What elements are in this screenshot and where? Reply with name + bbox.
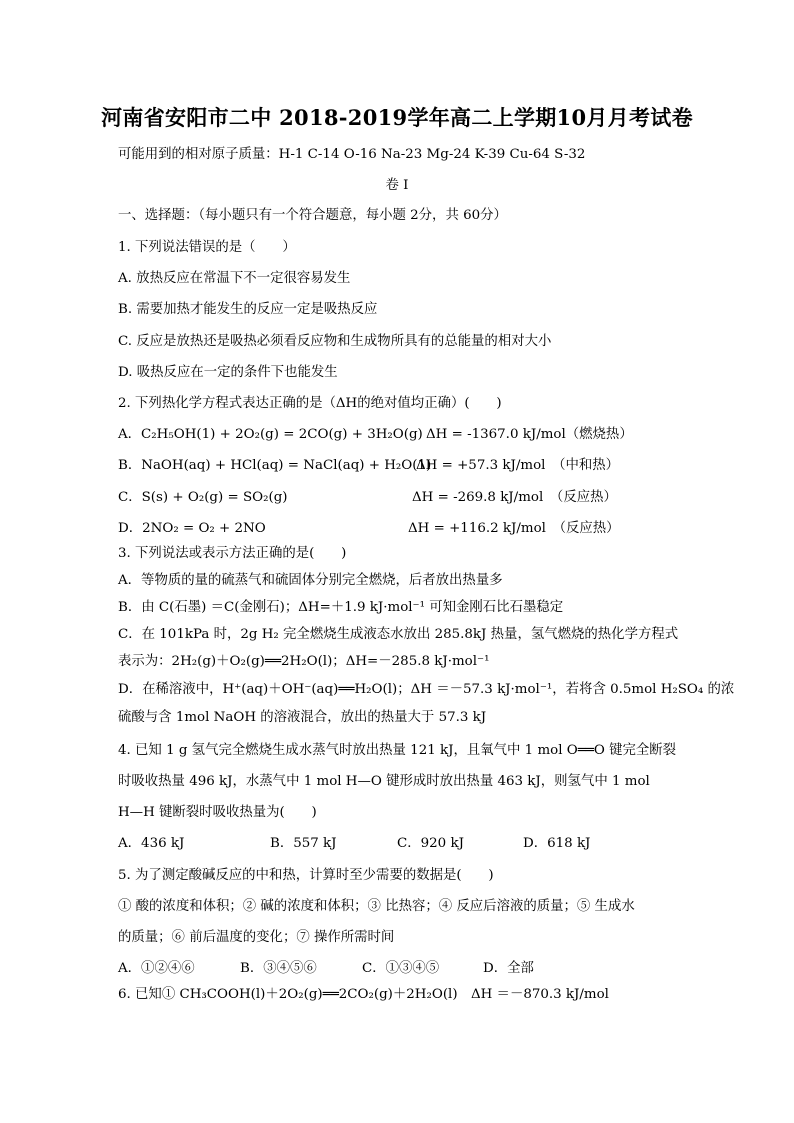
question-4-line-1: 4. 已知 1 g 氢气完全燃烧生成水蒸气时放出热量 121 kJ，且氧气中 1 mol O══O 键完全断裂	[118, 743, 677, 758]
question-5-option-c: C．①③④⑤	[362, 961, 440, 976]
question-4-option-c: C．920 kJ	[397, 836, 464, 851]
question-3-option-b: B．由 C(石墨) ＝C(金刚石)；ΔH=＋1.9 kJ·mol⁻¹ 可知金刚石比石墨稳定	[118, 600, 564, 615]
question-3-option-c-line-1: C．在 101kPa 时，2g H₂ 完全燃烧生成液态水放出 285.8kJ 热量，氢气燃烧的热化学方程式	[118, 627, 679, 642]
question-3-option-c-line-2: 表示为：2H₂(g)＋O₂(g)══2H₂O(l)；ΔH=－285.8 kJ·mol⁻¹	[118, 654, 490, 669]
question-5-option-a: A．①②④⑥	[118, 961, 195, 976]
question-1-option-c: C. 反应是放热还是吸热必须看反应物和生成物所具有的总能量的相对大小	[118, 334, 552, 349]
atomic-masses-note: 可能用到的相对原子质量：H-1 C-14 O-16 Na-23 Mg-24 K-39 Cu-64 S-32	[118, 147, 586, 162]
question-3-option-d-line-2: 硫酸与含 1mol NaOH 的溶液混合，放出的热量大于 57.3 kJ	[118, 710, 487, 725]
question-4-line-3: H—H 键断裂时吸收热量为( )	[118, 805, 317, 820]
question-5-stem: 5. 为了测定酸碱反应的中和热，计算时至少需要的数据是( )	[118, 868, 494, 883]
question-2-option-c-enthalpy: ΔH = -269.8 kJ/mol （反应热）	[412, 490, 617, 505]
volume-heading: 卷 I	[385, 178, 409, 193]
question-5-option-d: D．全部	[483, 961, 534, 976]
question-4-option-a: A．436 kJ	[118, 836, 185, 851]
question-1-option-b: B. 需要加热才能发生的反应一定是吸热反应	[118, 302, 378, 317]
question-2-option-b-equation: B．NaOH(aq) + HCl(aq) = NaCl(aq) + H₂O(1)	[118, 458, 432, 473]
question-3-option-d-line-1: D．在稀溶液中，H⁺(aq)＋OH⁻(aq)══H₂O(l)；ΔH ＝－57.3 kJ·mol⁻¹，若将含 0.5mol H₂SO₄ 的浓	[118, 682, 735, 697]
question-3-option-a: A．等物质的量的硫蒸气和硫固体分别完全燃烧，后者放出热量多	[118, 573, 503, 588]
question-2-option-a-enthalpy: ΔH = -1367.0 kJ/mol（燃烧热）	[426, 427, 633, 442]
question-5-option-b: B．③④⑤⑥	[240, 961, 317, 976]
question-2-stem: 2. 下列热化学方程式表达正确的是（ΔH的绝对值均正确）( )	[118, 396, 502, 411]
question-2-option-b-enthalpy: ΔH = +57.3 kJ/mol （中和热）	[416, 458, 620, 473]
question-2-option-d-enthalpy: ΔH = +116.2 kJ/mol （反应热）	[408, 521, 620, 536]
question-5-line-1: ① 酸的浓度和体积；② 碱的浓度和体积；③ 比热容；④ 反应后溶液的质量；⑤ 生成水	[118, 899, 635, 914]
question-3-stem: 3. 下列说法或表示方法正确的是( )	[118, 546, 347, 561]
question-1-stem: 1. 下列说法错误的是（ ）	[118, 240, 296, 255]
question-5-line-2: 的质量；⑥ 前后温度的变化；⑦ 操作所需时间	[118, 930, 395, 945]
question-6-line-1: 6. 已知① CH₃COOH(l)＋2O₂(g)══2CO₂(g)＋2H₂O(l) ΔH ＝－870.3 kJ/mol	[118, 987, 609, 1002]
question-2-option-d-equation: D．2NO₂ = O₂ + 2NO	[118, 521, 266, 536]
question-4-option-b: B．557 kJ	[270, 836, 337, 851]
question-1-option-a: A. 放热反应在常温下不一定很容易发生	[118, 271, 351, 286]
question-2-option-a-equation: A．C₂H₅OH(1) + 2O₂(g) = 2CO(g) + 3H₂O(g)	[118, 427, 423, 442]
question-4-option-d: D．618 kJ	[523, 836, 591, 851]
page-title: 河南省安阳市二中 2018-2019学年高二上学期10月月考试卷	[101, 105, 693, 130]
question-1-option-d: D. 吸热反应在一定的条件下也能发生	[118, 365, 338, 380]
question-4-line-2: 时吸收热量 496 kJ，水蒸气中 1 mol H—O 键形成时放出热量 463 kJ，则氢气中 1 mol	[118, 774, 650, 789]
question-2-option-c-equation: C．S(s) + O₂(g) = SO₂(g)	[118, 490, 288, 505]
section-heading: 一、选择题：（每小题只有一个符合题意，每小题 2分，共 60分）	[118, 208, 507, 223]
